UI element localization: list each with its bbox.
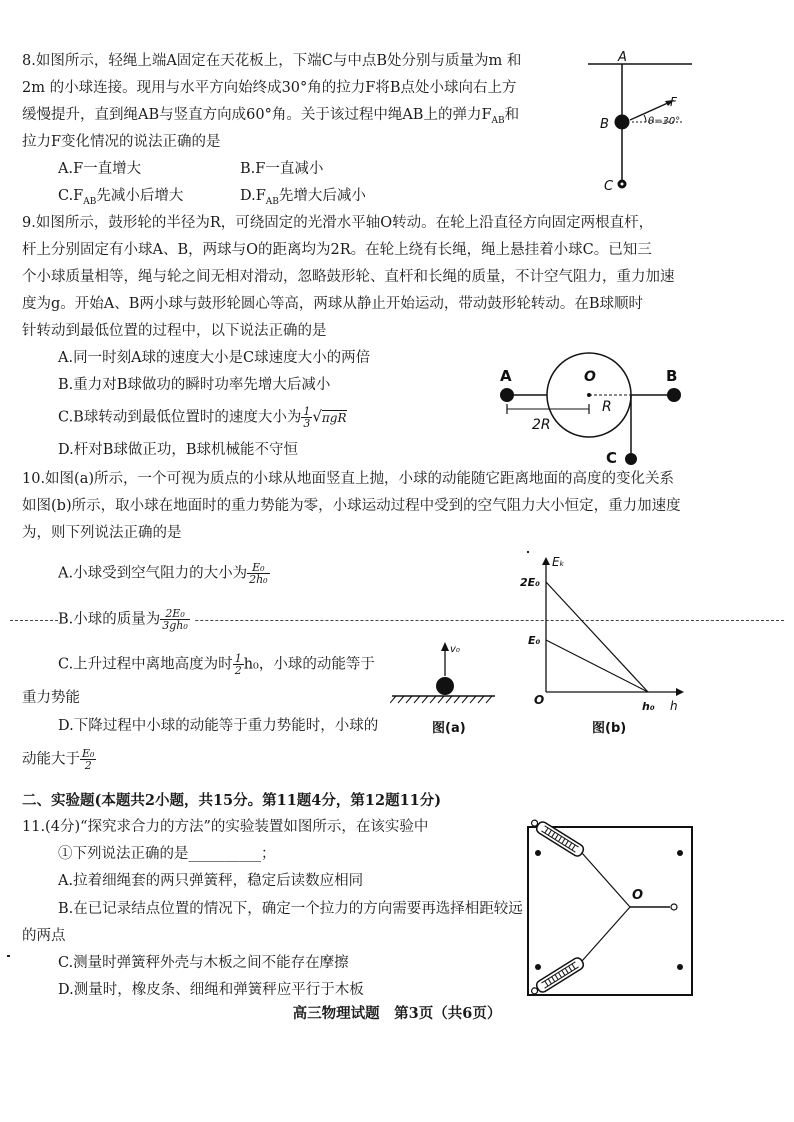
q11-option-d: D.测量时，橡皮条、细绳和弹簧秤应平行于木板 (58, 982, 364, 998)
q8-line3: 缓慢提升，直到绳AB与竖直方向成60°角。关于该过程中绳AB上的弹力$F_{AB}$和 (22, 107, 520, 126)
q9-line5: 针转动到最低位置的过程中，以下说法正确的是 (22, 323, 327, 339)
q11-figure (524, 815, 696, 1001)
q8-option-d: $D.F_{AB}$先增大后减小 (240, 188, 366, 207)
q10-ball (436, 677, 454, 695)
q10-option-c-line2: 重力势能 (22, 690, 80, 706)
q9-line3: 个小球质量相等，绳与轮之间无相对滑动，忽略鼓形轮、直杆和长绳的质量，不计空气阻力，重力加速 (22, 269, 675, 285)
q9-option-d: D.杆对B球做正功，B球机械能不守恒 (58, 442, 299, 458)
q11-sub1: ①下列说法正确的是__________； (58, 846, 276, 862)
q9-line2: 杆上分别固定有小球A、B，两球与O的距离均为2R。在轮上绕有长绳，绳上悬挂着小球C。已知三 (22, 242, 652, 258)
q8-line1: 8.如图所示，轻绳上端A固定在天花板上，下端C与中点B处分别与质量为m 和 (22, 53, 522, 69)
q8-option-b: B.F一直减小 (240, 161, 324, 177)
q9-label-a: A (500, 367, 512, 385)
q8-option-a: A.F一直增大 (58, 161, 142, 177)
q11-label-o: O (632, 888, 644, 903)
q10-label-v0: v₀ (450, 644, 460, 655)
q10-graph-line-lower (546, 640, 648, 692)
q10-caption-a: 图(a) (432, 721, 466, 736)
scan-mark (7, 955, 10, 957)
q11-spring-scale-lower (529, 956, 585, 997)
scan-mark (527, 551, 529, 553)
q10-line2: 如图(b)所示，取小球在地面时的重力势能为零，小球运动过程中受到的空气阻力大小恒定，重力加速度 (22, 498, 681, 514)
q10-figure-a (390, 636, 500, 744)
q8-label-a: A (618, 50, 627, 65)
q10-option-d-line2: 动能大于 $\frac{\text{E₀}}{2}$ (22, 747, 95, 772)
q9-axle (587, 393, 591, 397)
q9-label-c: C (606, 449, 618, 467)
page-footer: 高三物理试题 第3页（共6页） (292, 1005, 502, 1022)
q8-option-c: $C.F_{AB}$先减小后增大 (58, 188, 184, 207)
q11-option-b-line2: 的两点 (22, 928, 66, 944)
q8-line4: 拉力F变化情况的说法正确的是 (22, 134, 221, 150)
q10-caption-b: 图(b) (592, 721, 627, 736)
q8-label-angle: θ=30° (648, 116, 681, 127)
q10-tick-2e0: 2E₀ (520, 576, 540, 589)
q10-option-a: A.小球受到空气阻力的大小为 $\frac{\text{E₀}}{\text{2h₀}}$ (58, 561, 268, 586)
q10-axis-y-label: Eₖ (552, 555, 565, 569)
q10-axis-x-label: h (670, 699, 678, 713)
section2-title: 二、实验题(本题共2小题，共15分。第11题4分，第12题11分) (22, 792, 442, 809)
q9-option-a: A.同一时刻A球的速度大小是C球速度大小的两倍 (58, 350, 371, 366)
q9-option-b: B.重力对B球做功的瞬时功率先增大后减小 (58, 377, 331, 393)
q8-label-b: B (600, 117, 609, 132)
q9-label-o: O (584, 369, 596, 385)
q9-ball-c (625, 453, 637, 465)
q10-line1: 10.如图(a)所示，一个可视为质点的小球从地面竖直上抛，小球的动能随它距离地面的高度的变化关系 (22, 471, 675, 487)
q9-line1: 9.如图所示，鼓形轮的半径为R，可绕固定的光滑水平轴O转动。在轮上沿直径方向固定两根直杆， (22, 215, 654, 231)
q9-label-2r: 2R (532, 417, 551, 433)
q10-origin-label: O (534, 693, 545, 707)
q10-option-b: B.小球的质量为 $\frac{\text{2E₀}}{\text{3gh₀}}$ (58, 608, 194, 631)
q8-label-f: F (670, 95, 677, 109)
q8-figure (580, 48, 700, 198)
q9-label-r: R (602, 399, 612, 415)
q9-option-c: C.B球转动到最低位置时的速度大小为 $\frac{1}{3}$ √πgR (58, 405, 347, 430)
q10-option-c: C.上升过程中离地高度为时 $\frac{1}{2}$ h₀，小球的动能等于 (58, 652, 375, 677)
q8-label-c: C (604, 179, 614, 194)
q10-graph-line-upper (546, 582, 648, 692)
q10-tick-h0: h₀ (642, 700, 655, 713)
q10-figure-b (520, 552, 690, 744)
q11-option-c: C.测量时弹簧秤外壳与木板之间不能存在摩擦 (58, 955, 349, 971)
q10-tick-e0: E₀ (528, 634, 541, 647)
q9-label-b: B (666, 367, 678, 385)
q11-option-a: A.拉着细绳套的两只弹簧秤，稳定后读数应相同 (58, 873, 364, 889)
q11-board (528, 827, 692, 995)
q8-line2: 2m 的小球连接。现用与水平方向始终成30°角的拉力F将B点处小球向右上方 (22, 80, 517, 96)
q11-line1: 11.(4分)“探究求合力的方法”的实验装置如图所示，在该实验中 (22, 819, 429, 835)
q9-ball-a (500, 388, 514, 402)
q9-line4: 度为g。开始A、B两小球与鼓形轮圆心等高，两球从静止开始运动，带动鼓形轮转动。在B球顺时 (22, 296, 644, 312)
q8-ball-b (615, 115, 630, 130)
q10-option-d: D.下降过程中小球的动能等于重力势能时，小球的 (58, 718, 379, 734)
q11-option-b: B.在已记录结点位置的情况下，确定一个拉力的方向需要再选择相距较远 (58, 901, 523, 917)
q9-figure (492, 343, 692, 471)
q10-line3: 为，则下列说法正确的是 (22, 525, 182, 541)
q9-ball-b (667, 388, 681, 402)
